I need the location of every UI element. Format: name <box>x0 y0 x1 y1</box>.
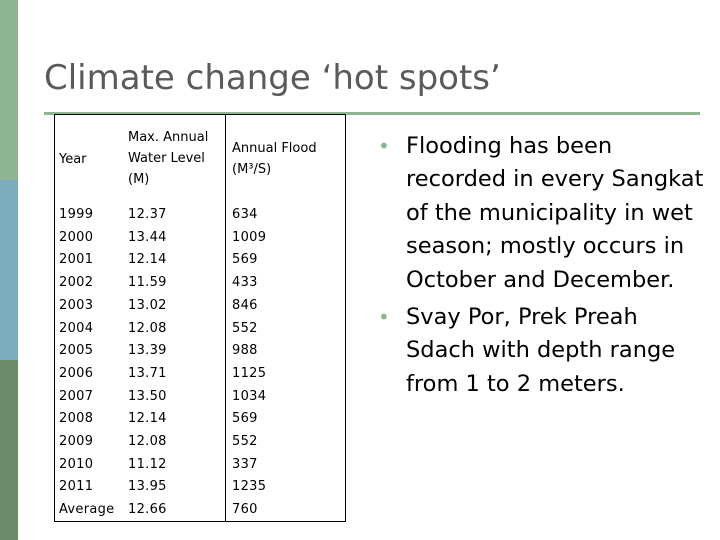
slide-title: Climate change ‘hot spots’ <box>44 58 501 98</box>
header-water-level-line: Max. Annual <box>128 130 209 145</box>
cell-year: 2011 <box>59 479 94 495</box>
bullet-text: Flooding has been recorded in every Sangkat of the municipality in wet season; mostly occurs in October and December. <box>406 133 704 293</box>
cell-year: 2008 <box>59 411 94 427</box>
cell-water-level: 13.02 <box>128 297 167 313</box>
cell-annual-flood: 1125 <box>232 365 267 381</box>
header-water-level <box>128 127 208 190</box>
cell-year: 2010 <box>59 456 94 472</box>
table-row <box>55 318 345 341</box>
cell-water-level: 11.12 <box>128 456 167 472</box>
cell-annual-flood: 337 <box>232 456 258 472</box>
cell-water-level: 13.44 <box>128 229 167 245</box>
cell-year: 2001 <box>59 252 94 268</box>
cell-water-level: 13.50 <box>128 388 167 404</box>
data-table <box>54 114 346 522</box>
table-row <box>55 295 345 318</box>
cell-water-level: 11.59 <box>128 275 167 291</box>
cell-annual-flood: 552 <box>232 434 258 449</box>
cell-year: 2006 <box>59 365 94 381</box>
cell-water-level: 12.37 <box>128 207 167 222</box>
table-row <box>55 363 345 386</box>
cell-water-level: 13.71 <box>128 365 167 381</box>
cell-year: 2005 <box>59 343 94 359</box>
cell-annual-flood: 760 <box>232 502 258 518</box>
table-row <box>55 454 345 477</box>
header-annual-flood-line: (M³/S) <box>232 162 272 177</box>
cell-annual-flood: 846 <box>232 297 258 313</box>
bullet-item <box>374 130 704 297</box>
cell-water-level: 12.08 <box>128 320 167 336</box>
bullet-text: Svay Por, Prek Preah Sdach with depth range from 1 to 2 meters. <box>406 304 676 397</box>
header-water-level-line: Water Level <box>128 151 205 166</box>
cell-annual-flood: 1235 <box>232 479 267 495</box>
table-row <box>55 476 345 499</box>
table-row <box>55 340 345 363</box>
cell-annual-flood: 1034 <box>232 388 267 404</box>
header-annual-flood <box>232 138 317 180</box>
table-row <box>55 499 345 522</box>
header-water-level-line: (M) <box>128 172 150 187</box>
cell-water-level: 12.14 <box>128 411 167 427</box>
cell-water-level: 12.66 <box>128 502 167 518</box>
cell-year: 2004 <box>59 320 94 336</box>
side-bar-top <box>0 0 18 180</box>
header-year <box>59 149 87 170</box>
table-row <box>55 249 345 272</box>
cell-annual-flood: 1009 <box>232 229 267 245</box>
table-row <box>55 227 345 250</box>
cell-year: 2000 <box>59 229 94 245</box>
cell-year: Average <box>59 502 115 518</box>
header-year-line: Year <box>59 152 87 167</box>
cell-water-level: 13.39 <box>128 343 167 359</box>
table-row <box>55 431 345 454</box>
side-bar-middle <box>0 180 18 360</box>
bullet-item <box>374 301 704 401</box>
table-row <box>55 204 345 227</box>
header-annual-flood-line: Annual Flood <box>232 141 317 156</box>
cell-year: 2007 <box>59 388 94 404</box>
bullet-dot-icon: • <box>378 305 390 330</box>
cell-year: 2002 <box>59 275 94 291</box>
cell-annual-flood: 433 <box>232 275 258 291</box>
cell-annual-flood: 569 <box>232 411 258 427</box>
table-row <box>55 408 345 431</box>
cell-year: 2003 <box>59 297 94 313</box>
cell-year: 1999 <box>59 207 94 222</box>
cell-annual-flood: 569 <box>232 252 258 268</box>
cell-annual-flood: 552 <box>232 320 258 336</box>
side-bar-bottom <box>0 360 18 540</box>
cell-annual-flood: 988 <box>232 343 258 359</box>
cell-water-level: 13.95 <box>128 479 167 495</box>
table-row <box>55 272 345 295</box>
table-row <box>55 386 345 409</box>
cell-water-level: 12.08 <box>128 434 167 449</box>
cell-water-level: 12.14 <box>128 252 167 268</box>
bullet-dot-icon: • <box>378 134 390 158</box>
cell-annual-flood: 634 <box>232 207 258 222</box>
cell-year: 2009 <box>59 434 94 449</box>
bullet-list <box>374 130 704 405</box>
